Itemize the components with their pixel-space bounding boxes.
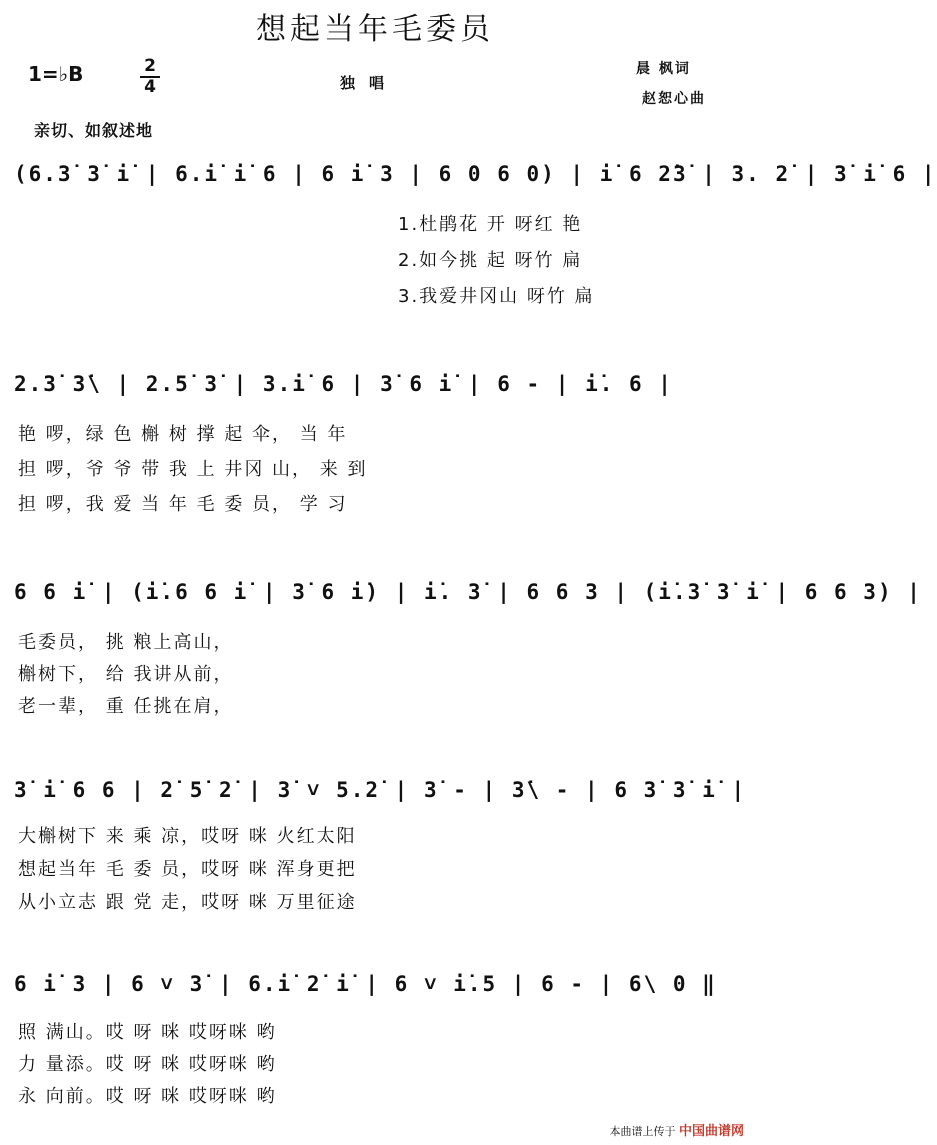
notation-line-2: 2.3̇ 3̇\ | 2.5̇ 3̇ | 3.i̇ 6 | 3̇ 6 i̇ | 6 - | i̇. 6 | (14, 372, 673, 396)
lyric-line-2-verse-3: 担 啰，我 爱 当 年 毛 委 员， 学 习 (18, 494, 348, 515)
lyric-line-3-verse-1: 毛委员， 挑 粮上高山， (18, 632, 234, 653)
source-footer (609, 1120, 744, 1139)
lyric-line-3-verse-3: 老一辈， 重 任挑在肩， (18, 696, 234, 717)
lyricist-credit: 晨 枫词 (636, 61, 691, 77)
lyric-line-4-verse-2: 想起当年 毛 委 员，哎呀 咪 浑身更把 (18, 859, 357, 880)
lyric-line-3-verse-2: 槲树下， 给 我讲从前， (18, 664, 234, 685)
lyric-line-2-verse-2: 担 啰，爷 爷 带 我 上 井冈 山， 来 到 (18, 459, 368, 480)
footer-brand: 中国曲谱网 (678, 1124, 744, 1139)
lyric-line-1-verse-1: 1.杜鹃花 开 呀红 艳 (398, 214, 583, 235)
expression-mark: 亲切、如叙述地 (34, 121, 154, 140)
notation-line-3: 6 6 i̇ | (i̇.6 6 i̇ | 3̇ 6 i̇) | i̇. 3̇ | 6 6 3 | (i̇.3̇ 3̇ i̇ | 6 6 3) | (14, 580, 922, 604)
key-signature: 1=♭B (28, 62, 84, 86)
lyric-line-4-verse-1: 大槲树下 来 乘 凉，哎呀 咪 火红太阳 (18, 826, 357, 847)
notation-line-5: 6 i̇ 3 | 6 ˅ 3̇ | 6.i̇ 2̇ i̇ | 6 ˅ i̇.5 | 6 - | 6\ 0 ‖ (14, 972, 717, 996)
notation-line-4: 3̇ i̇ 6 6 | 2̇ 5̇ 2̇ | 3̇ ˅ 5.2̇ | 3̇ - | 3̇\ - | 6 3̇ 3̇ i̇ | (14, 778, 747, 802)
notation-line-1: (6.3̇ 3̇ i̇ | 6.i̇ i̇ 6 | 6 i̇ 3 | 6 0 6 0) | i̇ 6 2̇3̇ | 3. 2̇ | 3̇ i̇ 6 | (14, 162, 937, 186)
time-signature (140, 58, 160, 96)
lyric-line-1-verse-3: 3.我爱井冈山 呀竹 扁 (398, 286, 595, 307)
time-signature-top: 2 (144, 56, 156, 76)
footer-prefix: 本曲谱上传于 (609, 1125, 676, 1138)
lyric-line-4-verse-3: 从小立志 跟 党 走，哎呀 咪 万里征途 (18, 892, 357, 913)
time-signature-bottom: 4 (144, 77, 156, 97)
lyric-line-2-verse-1: 艳 啰，绿 色 槲 树 撑 起 伞， 当 年 (18, 424, 348, 445)
performance-type: 独唱 (340, 74, 399, 92)
lyric-line-5-verse-1: 照 满山。哎 呀 咪 哎呀咪 哟 (18, 1022, 277, 1043)
lyric-line-1-verse-2: 2.如今挑 起 呀竹 扁 (398, 250, 583, 271)
page-title: 想起当年毛委员 (256, 12, 494, 47)
composer-credit: 赵恕心曲 (642, 91, 706, 107)
lyric-line-5-verse-2: 力 量添。哎 呀 咪 哎呀咪 哟 (18, 1054, 277, 1075)
lyric-line-5-verse-3: 永 向前。哎 呀 咪 哎呀咪 哟 (18, 1086, 277, 1107)
